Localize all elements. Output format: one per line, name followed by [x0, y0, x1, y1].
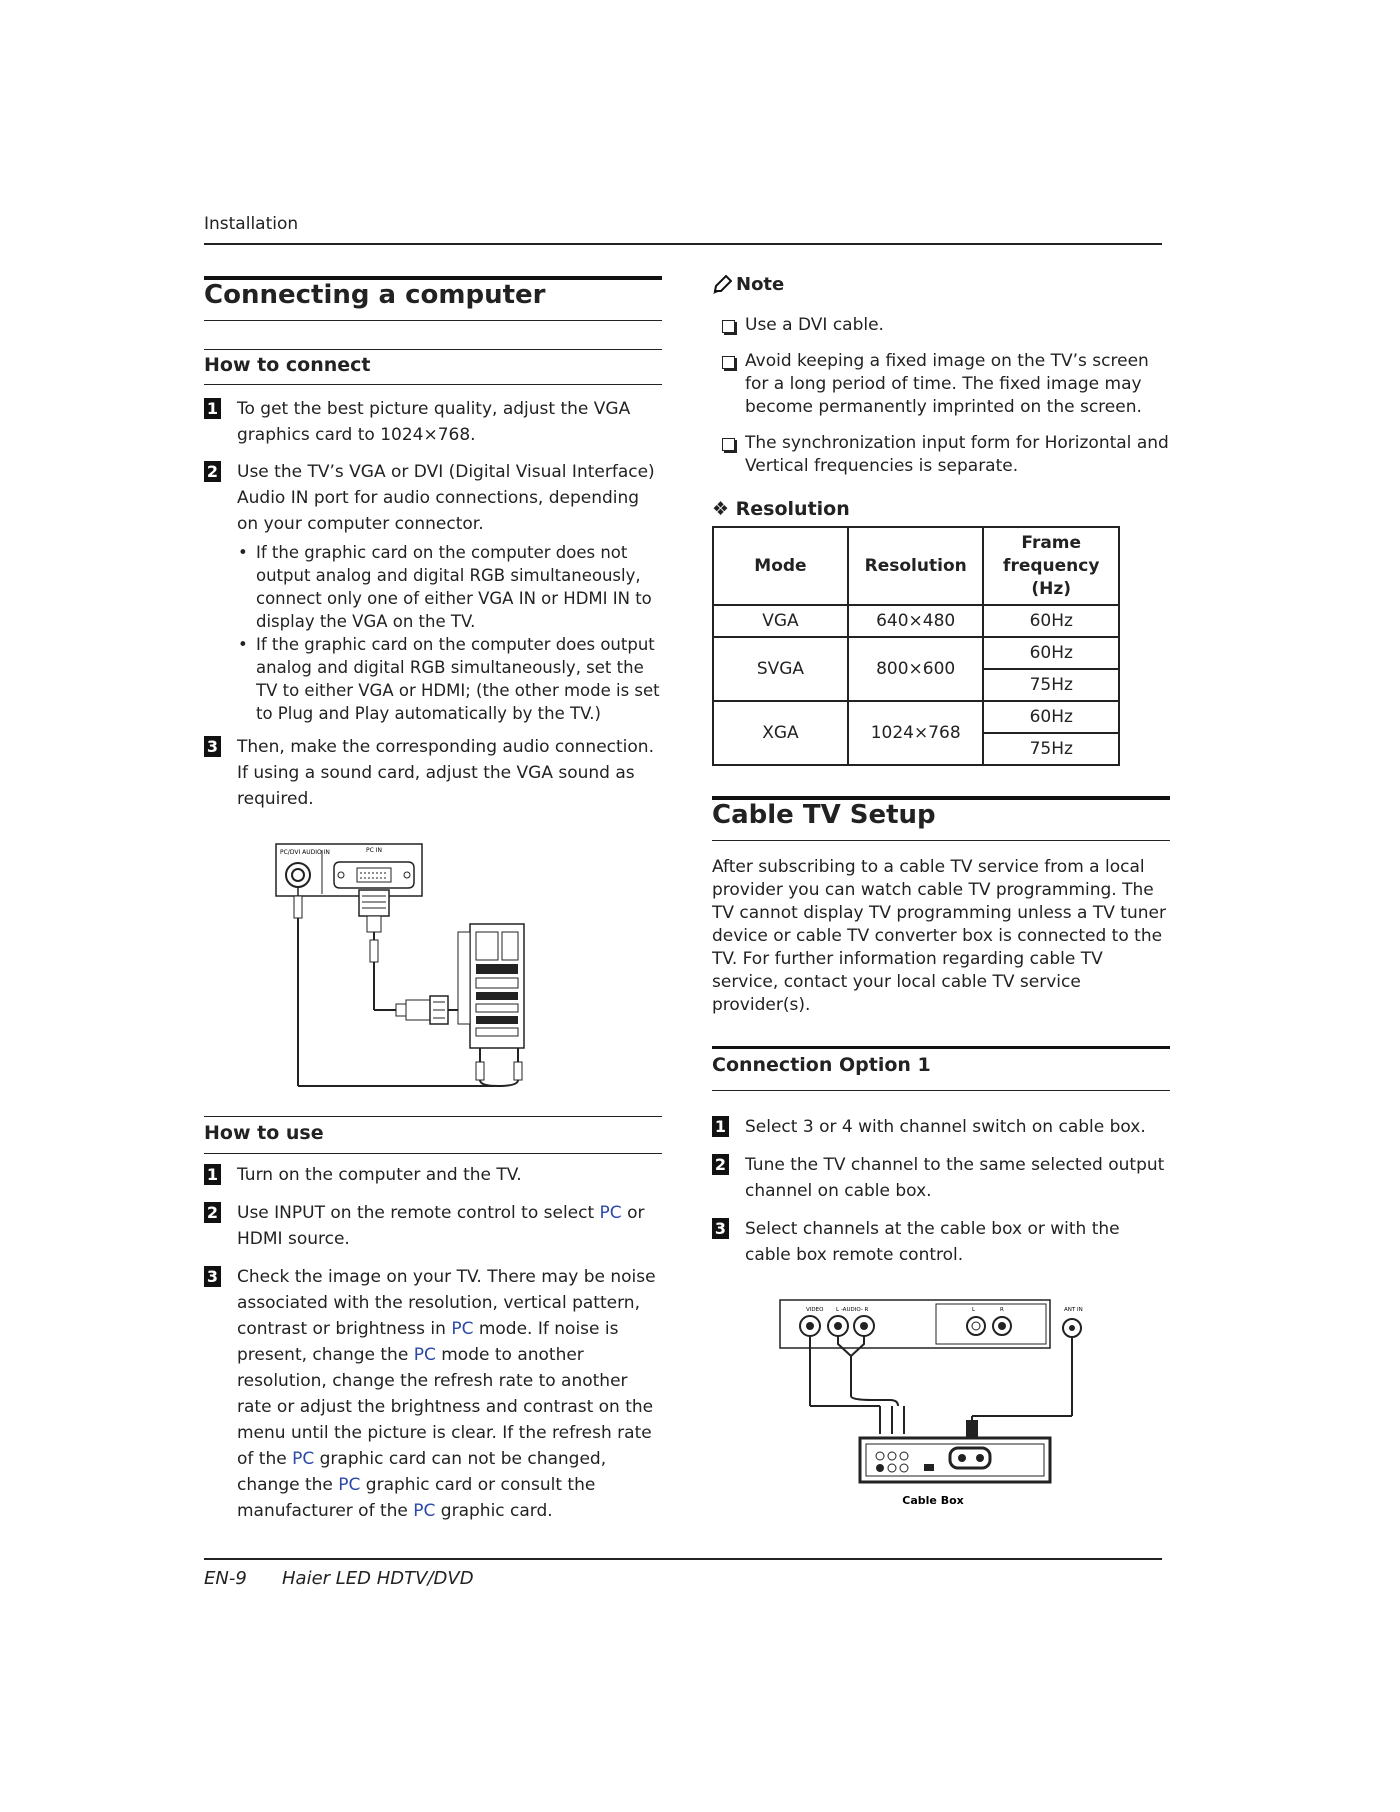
step-number: 3	[204, 736, 221, 757]
step-text: Use INPUT on the remote control to select PC or HDMI source.	[237, 1203, 645, 1249]
step-text: Tune the TV channel to the same selected output channel on cable box.	[745, 1155, 1165, 1201]
connect-step-2	[204, 459, 664, 725]
table-row: 75Hz	[713, 733, 1119, 765]
how-to-connect-heading: How to connect	[204, 354, 371, 376]
note-item: Avoid keeping a fixed image on the TV’s screen for a long period of time. The fixed image may become permanently imprinted on the screen.	[722, 350, 1174, 419]
product-name: Haier LED HDTV/DVD	[282, 1568, 474, 1589]
step-number: 2	[712, 1154, 729, 1175]
use-rule-bottom	[204, 1153, 662, 1154]
table-row: SVGA 800×600 60Hz	[713, 637, 1119, 669]
option-rule-top	[712, 1046, 1170, 1049]
col-header-frame: Frame frequency (Hz)	[983, 527, 1119, 605]
svg-text:L: L	[972, 1307, 976, 1313]
svg-text:ANT IN: ANT IN	[1064, 1307, 1083, 1313]
footer-divider	[204, 1558, 1162, 1560]
use-step-2	[204, 1200, 662, 1252]
step-text: To get the best picture quality, adjust the VGA graphics card to 1024×768.	[237, 399, 631, 445]
svg-text:L -AUDIO- R: L -AUDIO- R	[836, 1307, 869, 1313]
pencil-icon	[712, 275, 732, 295]
connect-step-1	[204, 396, 662, 448]
step-number: 3	[712, 1218, 729, 1239]
cable-step-1	[712, 1114, 1170, 1140]
svg-text:Cable Box: Cable Box	[902, 1494, 964, 1507]
use-rule-top	[204, 1116, 662, 1117]
cable-intro: After subscribing to a cable TV service from a local provider you can watch cable TV programming. The TV cannot display TV programming unless a TV tuner device or cable TV converter box is connected to the TV. For further information regarding cable TV service, contact your local cable TV service provider(s).	[712, 857, 1166, 1015]
step-2-bullets	[238, 541, 664, 725]
table-row: XGA 1024×768 60Hz	[713, 701, 1119, 733]
resolution-heading: ❖ Resolution	[712, 498, 850, 520]
connection-option-heading: Connection Option 1	[712, 1054, 931, 1076]
svg-text:VIDEO: VIDEO	[806, 1307, 824, 1313]
how-to-use-heading: How to use	[204, 1122, 324, 1144]
svg-text:PC IN: PC IN	[366, 847, 382, 854]
diamond-icon: ❖	[712, 498, 736, 520]
step-text: Select 3 or 4 with channel switch on cable box.	[745, 1117, 1146, 1137]
cable-step-2	[712, 1152, 1170, 1204]
step-number: 1	[204, 1164, 221, 1185]
step-number: 2	[204, 461, 221, 482]
option-rule-bottom	[712, 1090, 1170, 1091]
checkbox-bullet-icon	[722, 320, 735, 333]
svg-text:R: R	[1000, 1307, 1004, 1313]
page-title: Connecting a computer	[204, 280, 546, 310]
title-rule-bottom	[204, 320, 662, 321]
note-heading	[712, 274, 784, 295]
col-header-resolution: Resolution	[848, 527, 984, 605]
resolution-table	[712, 526, 1120, 766]
step-text: Check the image on your TV. There may be noise associated with the resolution, vertical pattern, contrast or brightness in PC mode. If noise is present, change the PC mode to another resolution, change the refresh rate to another rate or adjust the brightness and contrast on the menu until the picture is clear. If the refresh rate of the PC graphic card can not be changed, change the PC graphic card or consult the manufacturer of the PC graphic card.	[237, 1267, 656, 1521]
step-text: Select channels at the cable box or with the cable box remote control.	[745, 1219, 1120, 1265]
cable-title-rule-bottom	[712, 840, 1170, 841]
checkbox-bullet-icon	[722, 438, 735, 451]
note-item: Use a DVI cable.	[722, 314, 1174, 337]
header-divider	[204, 243, 1162, 245]
step-text: Then, make the corresponding audio connection. If using a sound card, adjust the VGA sound as required.	[237, 737, 654, 809]
bullet-item: • If the graphic card on the computer does output analog and digital RGB simultaneously, set the TV to either VGA or HDMI; (the other mode is set to Plug and Play automatically by the TV.)	[238, 633, 664, 725]
table-row: VGA 640×480 60Hz	[713, 605, 1119, 637]
step-number: 1	[712, 1116, 729, 1137]
connect-rule-top	[204, 349, 662, 350]
step-number: 3	[204, 1266, 221, 1287]
svg-text:PC/DVI AUDIO IN: PC/DVI AUDIO IN	[280, 849, 330, 856]
step-text: Turn on the computer and the TV.	[237, 1165, 522, 1185]
step-text: Use the TV’s VGA or DVI (Digital Visual Interface) Audio IN port for audio connections, depending on your computer connector.	[237, 462, 655, 534]
cable-tv-title: Cable TV Setup	[712, 800, 936, 830]
cable-box-diagram	[776, 1296, 1096, 1516]
col-header-mode: Mode	[713, 527, 848, 605]
note-list	[722, 314, 1174, 491]
use-step-1	[204, 1162, 662, 1188]
note-item: The synchronization input form for Horizontal and Vertical frequencies is separate.	[722, 432, 1174, 478]
use-step-3	[204, 1264, 666, 1524]
pc-highlight: PC	[599, 1203, 622, 1223]
section-label: Installation	[204, 214, 299, 234]
step-number: 2	[204, 1202, 221, 1223]
page-number: EN-9	[204, 1568, 247, 1589]
note-title: Note	[736, 274, 785, 295]
connect-rule-bottom	[204, 384, 662, 385]
connect-step-3	[204, 734, 662, 812]
pc-connection-diagram	[270, 840, 550, 1096]
checkbox-bullet-icon	[722, 356, 735, 369]
bullet-item: • If the graphic card on the computer does not output analog and digital RGB simultaneously, connect only one of either VGA IN or HDMI IN to display the VGA on the TV.	[238, 541, 664, 633]
table-row: 75Hz	[713, 669, 1119, 701]
step-number: 1	[204, 398, 221, 419]
cable-step-3	[712, 1216, 1170, 1268]
